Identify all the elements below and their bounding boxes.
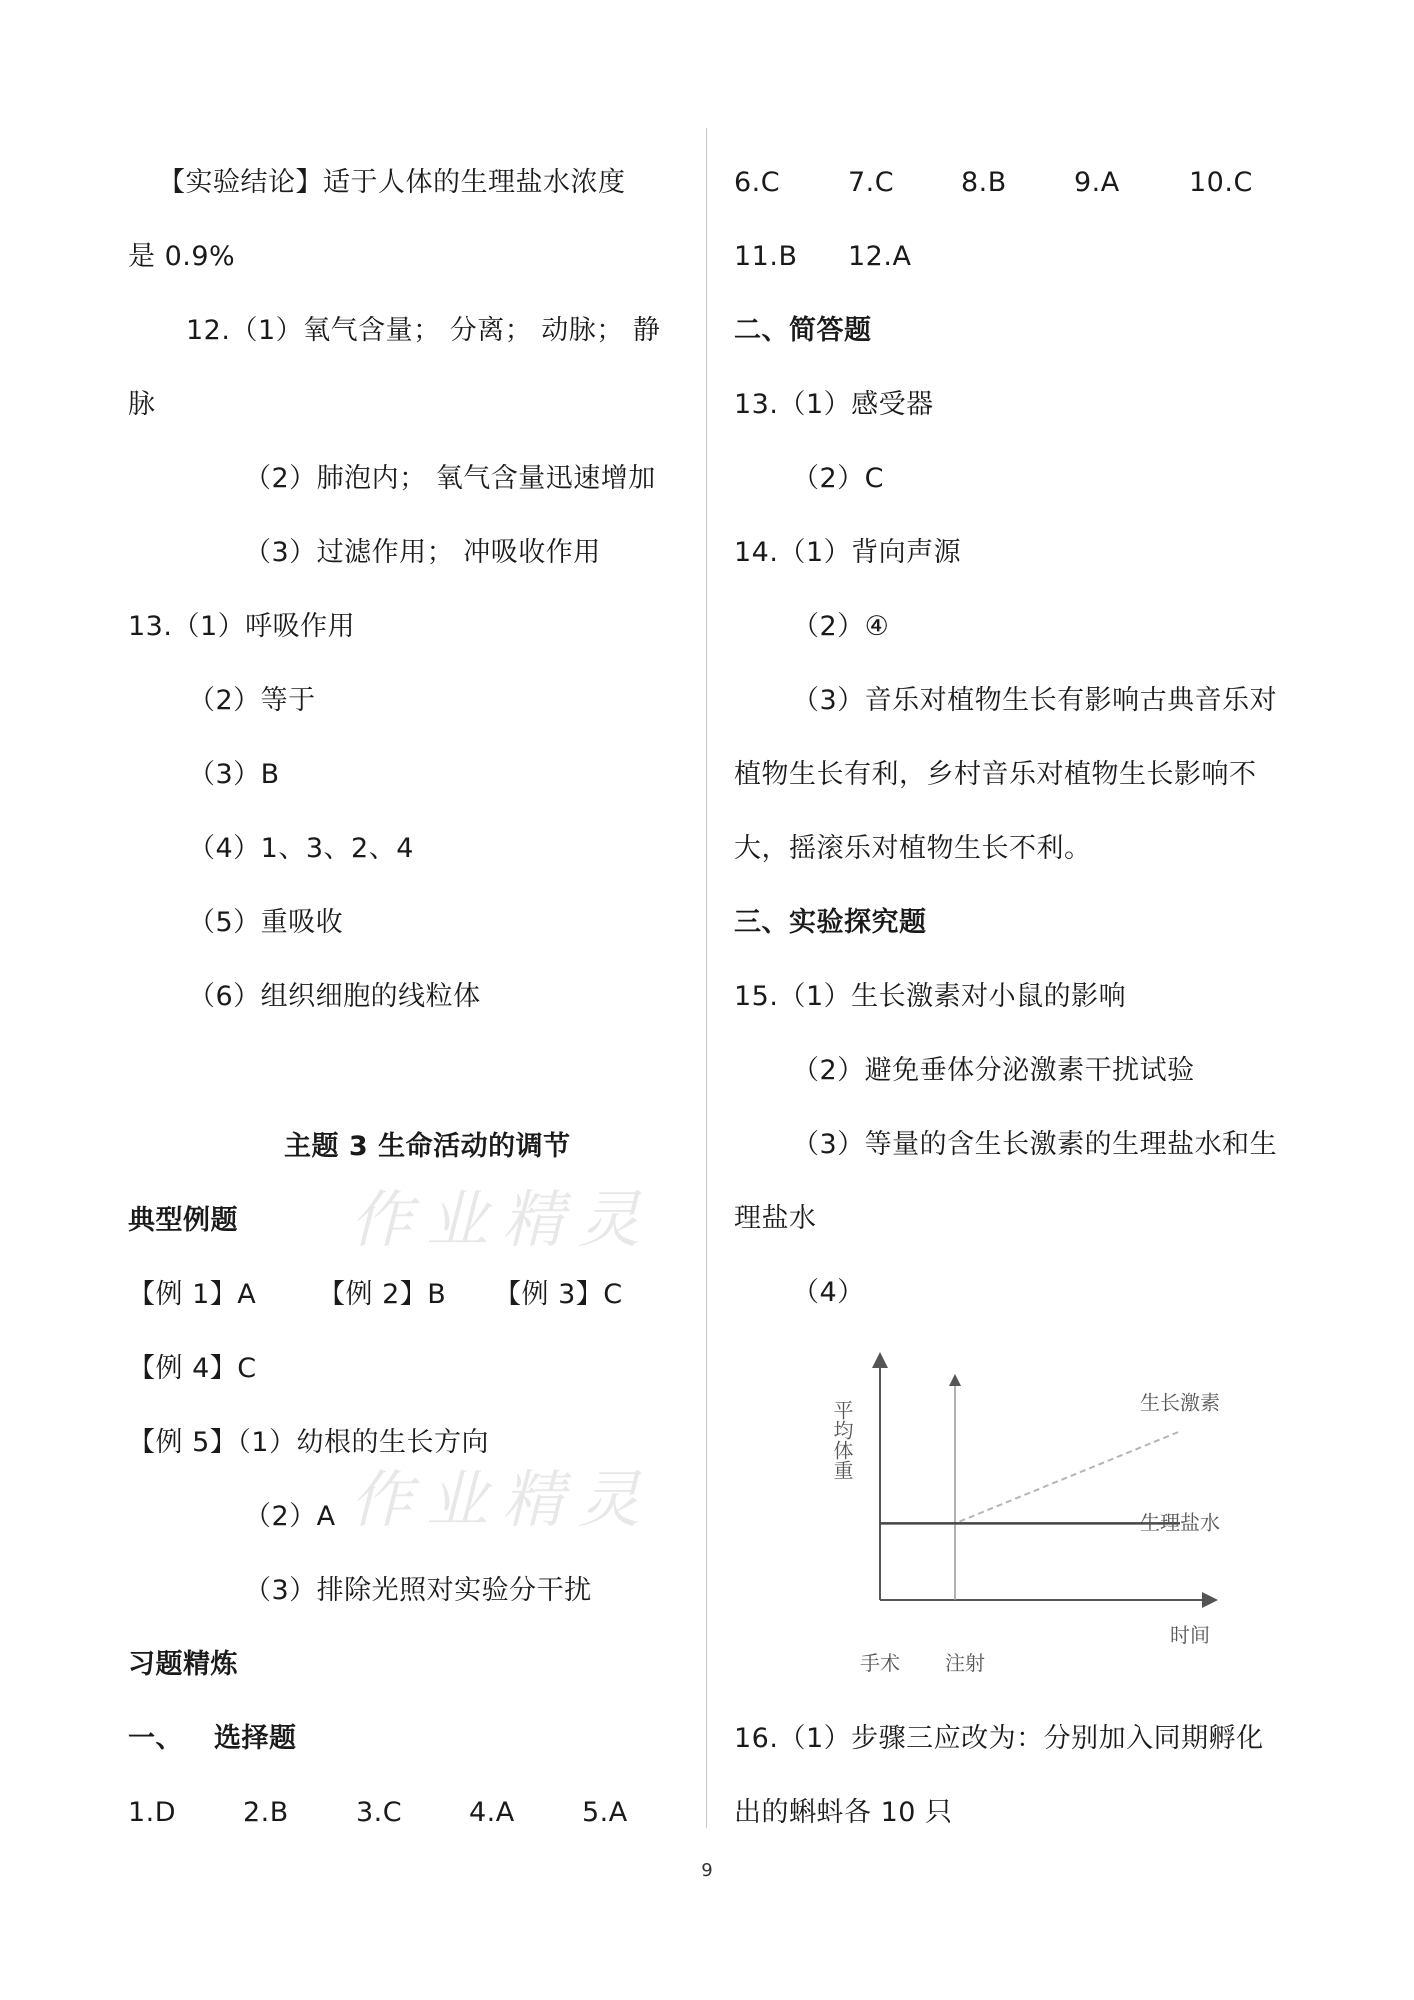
watermark: 作业精灵 [350, 1463, 655, 1536]
example-5-3: （3）排除光照对实验分干扰 [244, 1575, 592, 1606]
answer-item: 10.C [1189, 167, 1253, 198]
r-q14-3-line-1: （3）音乐对植物生长有影响古典音乐对 [792, 685, 1278, 716]
r-q14-1: 14.（1）背向声源 [734, 537, 962, 568]
series-label: 生理盐水 [1140, 1510, 1220, 1535]
series-line-growth-hormone [880, 1431, 1180, 1523]
q12-3: （3）过滤作用； 冲吸收作用 [244, 537, 601, 568]
series-label: 生长激素 [1140, 1390, 1220, 1415]
example-2: 【例 2】B [318, 1279, 447, 1310]
answers-row-3 [734, 240, 961, 274]
answer-item: 6.C [734, 167, 781, 198]
conclusion-line-2: 是 0.9% [128, 241, 236, 272]
answer-item: 1.D [128, 1797, 177, 1828]
answer-item: 12.A [848, 241, 912, 272]
q13-4: （4）1、3、2、4 [188, 833, 414, 864]
conclusion-line-1: 【实验结论】适于人体的生理盐水浓度 [158, 167, 626, 198]
q13-1: 13.（1）呼吸作用 [128, 611, 356, 642]
q12-1-line-2: 脉 [128, 389, 156, 420]
answer-item: 2.B [243, 1797, 289, 1828]
r-q16-1-line-1: 16.（1）步骤三应改为：分别加入同期孵化 [734, 1723, 1264, 1754]
answers-row-1 [128, 1796, 682, 1830]
answer-item: 5.A [582, 1797, 628, 1828]
section-3-heading: 三、实验探究题 [734, 907, 927, 938]
event-label-surgery: 手术 [860, 1651, 900, 1675]
r-q13-2: （2）C [792, 463, 885, 494]
y-axis-label: 平均体重 [830, 1400, 854, 1480]
q13-6: （6）组织细胞的线粒体 [188, 981, 481, 1012]
r-q15-3-line-2: 理盐水 [734, 1203, 817, 1234]
r-q15-4: （4） [792, 1277, 865, 1308]
r-q13-1: 13.（1）感受器 [734, 389, 934, 420]
x-axis-label: 时间 [1170, 1623, 1210, 1647]
r-q15-1: 15.（1）生长激素对小鼠的影响 [734, 981, 1127, 1012]
example-1: 【例 1】A [128, 1279, 257, 1310]
answer-item: 9.A [1074, 167, 1120, 198]
watermark: 作业精灵 [350, 1183, 655, 1256]
q13-2: （2）等于 [188, 685, 316, 716]
r-q16-1-line-2: 出的蝌蚪各 10 只 [734, 1797, 953, 1828]
q13-3: （3）B [188, 759, 280, 790]
answers-row-2 [734, 166, 1289, 200]
section-2-heading: 二、简答题 [734, 315, 872, 346]
q12-1-line-1: 12.（1）氧气含量； 分离； 动脉； 静 [186, 315, 661, 346]
growth-chart [790, 1340, 1230, 1690]
answer-item: 8.B [961, 167, 1007, 198]
page-number: 9 [701, 1860, 713, 1881]
example-5-1: 【例 5】（1）幼根的生长方向 [128, 1427, 489, 1458]
q13-5: （5）重吸收 [188, 907, 344, 938]
r-q15-2: （2）避免垂体分泌激素干扰试验 [792, 1055, 1195, 1086]
q12-2: （2）肺泡内； 氧气含量迅速增加 [244, 463, 656, 494]
answer-item: 7.C [848, 167, 895, 198]
answer-item: 11.B [734, 241, 798, 272]
practice-heading: 习题精炼 [128, 1649, 238, 1680]
r-q14-3-line-3: 大，摇滚乐对植物生长不利。 [734, 833, 1092, 864]
section-1-title: 选择题 [214, 1723, 297, 1754]
section-1-number: 一、 [128, 1723, 183, 1754]
event-label-injection: 注射 [945, 1651, 985, 1675]
example-3: 【例 3】C [494, 1279, 623, 1310]
answer-item: 4.A [469, 1797, 515, 1828]
typical-examples-heading: 典型例题 [128, 1205, 238, 1236]
example-5-2: （2）A [244, 1501, 336, 1532]
column-divider [706, 128, 707, 1828]
r-q15-3-line-1: （3）等量的含生长激素的生理盐水和生 [792, 1129, 1278, 1160]
r-q14-2: （2）④ [792, 611, 890, 642]
topic-title: 主题 3 生命活动的调节 [284, 1131, 571, 1162]
r-q14-3-line-2: 植物生长有利，乡村音乐对植物生长影响不 [734, 759, 1257, 790]
answer-item: 3.C [356, 1797, 403, 1828]
example-4: 【例 4】C [128, 1353, 257, 1384]
